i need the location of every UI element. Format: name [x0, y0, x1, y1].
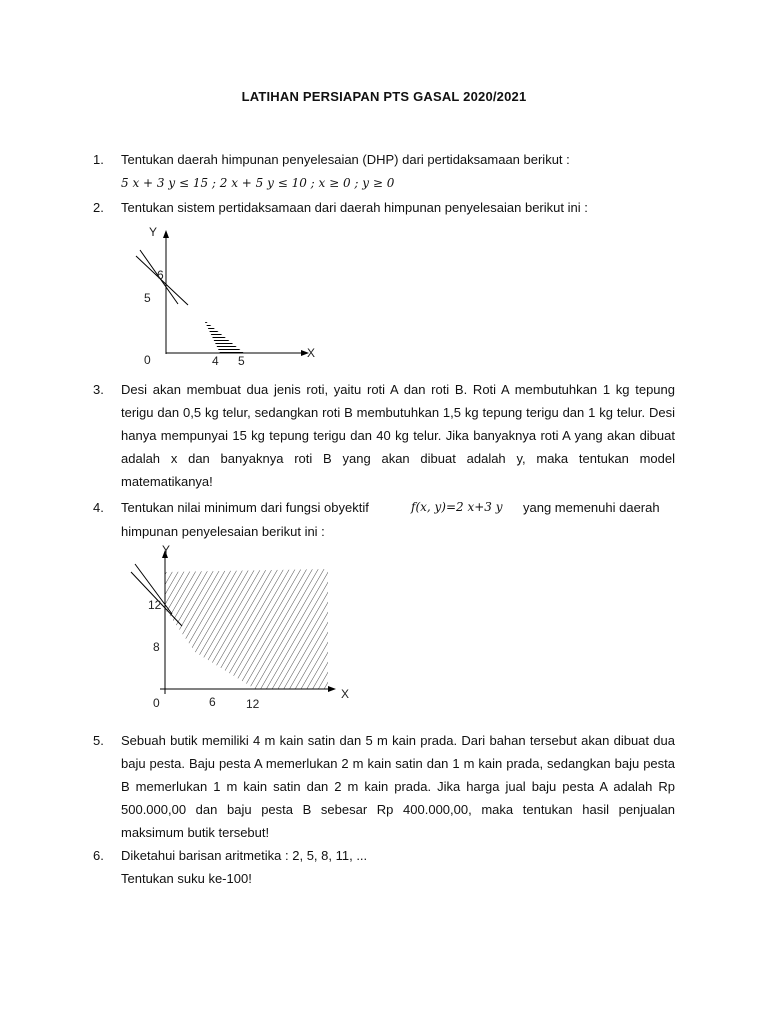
graph-1	[120, 222, 330, 372]
graph-1-x-label: X	[307, 346, 316, 360]
question-5-text: Sebuah butik memiliki 4 m kain satin dan 5 m kain prada. Dari bahan tersebut akan dibuat dua baju pesta. Baju pesta A memerlukan 2 m kain satin dan 1 m kain prada, sedangkan baju pesta B memerlukan 1 m kain satin dan 2 m kain prada. Jika harga jual baju pesta A adalah Rp 500.000,00 dan baju pesta B sebesar Rp 400.000,00, maka tentukan hasil penjualan maksimum butik tersebut!	[121, 733, 675, 840]
question-4-number: 4.	[93, 500, 104, 515]
graph-1-hatched-region	[204, 320, 244, 353]
question-1-inequalities: 5 x + 3 y ≤ 15 ; 2 x + 5 y ≤ 10 ; x ≥ 0 ; y ≥ 0	[121, 176, 395, 190]
question-1-text: Tentukan daerah himpunan penyelesaian (DHP) dari pertidaksamaan berikut :	[121, 152, 570, 167]
graph-1-y-tick-6: 6	[157, 268, 164, 282]
question-3-number: 3.	[93, 382, 104, 397]
graph-2-x-tick-6: 6	[209, 695, 216, 709]
graph-1-x-tick-4: 4	[212, 354, 219, 368]
question-6-text-line2: Tentukan suku ke-100!	[121, 871, 252, 886]
graph-2-y-label: Y	[162, 543, 171, 557]
question-6-text: Diketahui barisan aritmetika : 2, 5, 8, 11, ...	[121, 848, 368, 863]
graph-2-origin: 0	[153, 696, 160, 710]
question-2-number: 2.	[93, 200, 104, 215]
question-6-number: 6.	[93, 848, 104, 863]
question-2-text: Tentukan sistem pertidaksamaan dari daerah himpunan penyelesaian berikut ini :	[121, 200, 588, 215]
graph-1-y-label: Y	[149, 225, 158, 239]
graph-2-y-tick-12: 12	[148, 598, 162, 612]
graph-2	[120, 542, 360, 714]
question-4-text-before: Tentukan nilai minimum dari fungsi obyektif	[121, 500, 369, 515]
graph-1-x-tick-5: 5	[238, 354, 245, 368]
graph-2-y-tick-8: 8	[153, 640, 160, 654]
graph-1-origin: 0	[144, 353, 151, 367]
question-4-text-after: yang memenuhi daerah	[523, 500, 660, 515]
graph-1-y-tick-5: 5	[144, 291, 151, 305]
question-4-objective-function: f(x, y)=2 x+3 y	[411, 500, 503, 514]
question-3-text: Desi akan membuat dua jenis roti, yaitu roti A dan roti B. Roti A membutuhkan 1 kg tepung terigu dan 0,5 kg telur, sedangkan roti B membutuhkan 1,5 kg tepung terigu dan 1 kg telur. Desi hanya mempunyai 15 kg tepung terigu dan 40 kg telur. Jika banyaknya roti A yang akan dibuat adalah x dan banyaknya roti B yang akan dibuat adalah y, maka tentukan model matematikanya!	[121, 382, 675, 489]
graph-2-x-label: X	[341, 687, 350, 701]
page-title: LATIHAN PERSIAPAN PTS GASAL 2020/2021	[241, 89, 527, 104]
graph-2-x-tick-12: 12	[246, 697, 260, 711]
question-1-number: 1.	[93, 152, 104, 167]
graph-2-hatched-region	[165, 569, 328, 689]
question-5-number: 5.	[93, 733, 104, 748]
question-4-text-line2: himpunan penyelesaian berikut ini :	[121, 524, 325, 539]
